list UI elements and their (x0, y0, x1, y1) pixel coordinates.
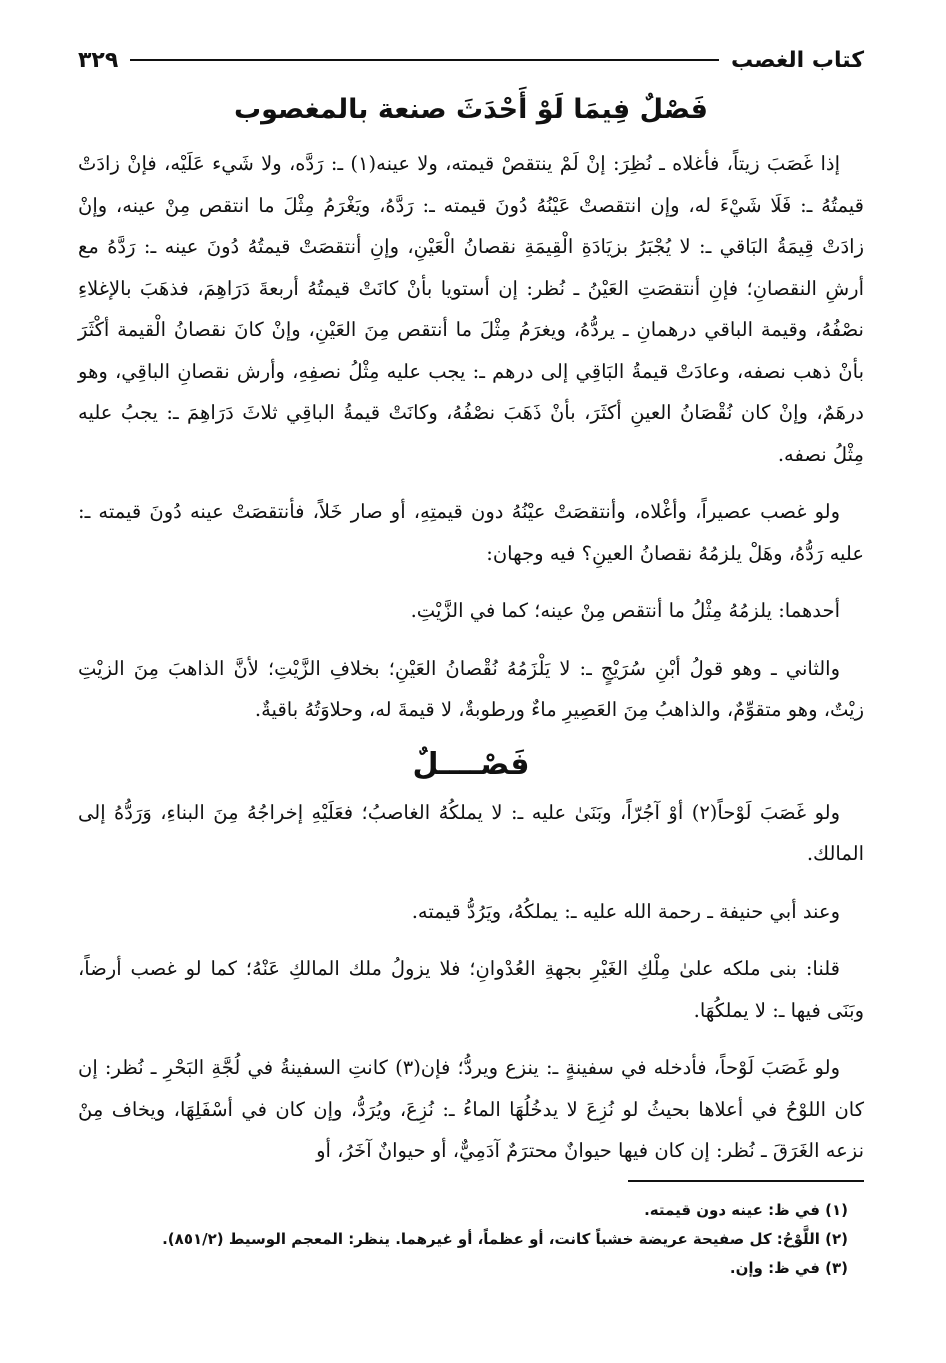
paragraph: ولو غَصَبَ لَوْحاً، فأدخله في سفينةٍ ـ: ينزع ويردُّ؛ فإن(٣) كانتِ السفينةُ في لُجَّةِ البَحْرِ ـ نُظر: إن كان اللوْحُ في أعلاها بحيثُ لو نُزِعَ لا يدخُلُهَا الماءُ ـ: نُزِعَ، ويُرَدُّ، وإن كان في أسْفَلِهَا، ويخاف مِنْ نزعه الغَرَقَ ـ نُظر: إن كان فيها حيوانٌ محترَمٌ آدَمِيٌّ، أو حيوانٌ آخَرُ، أو (78, 1056, 864, 1162)
paragraph: ولو غصب عصيراً، وأغْلاه، وأنتقصَتْ عيْنُهُ دون قيمتِهِ، أو صار خَلاً، فأنتقصَتْ عينه دُونَ قيمته ـ: عليه رَدُّهُ، وهَلْ يلزمُهُ نقصانُ العينِ؟ فيه وجهان: (78, 500, 864, 565)
paragraph: أحدهما: يلزمُهُ مِثْلُ ما أنتقص مِنْ عينه؛ كما في الزَّيْتِ. (410, 599, 840, 622)
footnote: (١) في ظ: عينه دون قيمته. (644, 1201, 848, 1219)
footnote: (٣) في ظ: وإن. (729, 1259, 848, 1277)
paragraph: قلنا: بنى ملكه علىٰ مِلْكِ الغَيْرِ بجهةِ العُدْوانِ؛ فلا يزولُ ملك المالكِ عَنْهُ؛ كما لو غصب أرضاً، وبَنَى فيها ـ: لا يملكُهَا. (78, 957, 864, 1022)
footnotes-block (78, 1180, 864, 1283)
running-head-book-title: كتاب الغصب (731, 47, 864, 73)
paragraph: إذا غَصَبَ زيتاً، فأغلاه ـ نُظِرَ: إنْ لَمْ ينتقصْ قيمته، ولا عينه(١) ـ: رَدَّه، ولا شَيء عَلَيْه، فإنْ زادَتْ قيمتُهُ ـ: فَلَا شَيْءَ له، وإن انتقصتْ عَيْنُهُ دُونَ قيمته ـ: رَدَّهُ، ويَغْرَمُ مِثْلَ ما انتقص مِنْ عينه، وإنْ زادَتْ قِيمَةُ البَاقي ـ: لا يُجْبَرُ بزيَادَةِ الْقِيمَةِ نقصانُ الْعَيْنِ، وإنِ أنتقصَتْ قيمتُهُ دُونَ عينه ـ: رَدَّهُ مع أرشِ النقصانِ؛ فإنِ أنتقصَتِ العَيْنُ ـ نُظر: إن أستويا بأنْ كانَتْ قيمتُهُ أربعةَ دَرَاهِمَ، فذهَبَ بالإغلاءِ نصْفُهُ، وقيمة الباقي درهمانِ ـ يردُّهُ، ويغرَمُ مِثْلَ ما أنتقص مِنَ العَيْنِ، وإنْ كانَ نقصانُ الْقيمة أكْثَرَ بأنْ ذهب نصفه، وعادَتْ قيمةُ البَاقِي إلى درهم ـ: يجب عليه مِثْلُ نصفِهِ، وأرش نقصانِ الباقِي، وهو درهَمٌ، وإنْ كان نُقْصَانُ العينِ أكثَرَ، بأنْ ذَهَبَ نصْفُهُ، وكانَتْ قيمةُ الباقِي ثلاثَ دَرَاهِمَ ـ: يجبُ عليه مِثْلُ نصفه. (78, 152, 864, 466)
paragraph: والثاني ـ وهو قولُ أبْنِ سُرَيْجٍ ـ: لا يَلْزَمُهُ نُقْصانُ العَيْنِ؛ بخلافِ الزَّيْتِ؛ لأنَّ الذاهبَ مِنَ الزيْتِ زيْتٌ، وهو متقوِّمٌ، والذاهبُ مِنَ العَصِيرِ ماءٌ ورطوبةٌ، لا قيمةَ له، وحلاوَتُهُ باقيةٌ. (78, 656, 864, 721)
footnote-rule (628, 1180, 864, 1182)
paragraph: ولو غَصَبَ لَوْحاً(٢) أوْ آجُرّاً، وبَنَىٰ عليه ـ: لا يملكُهُ الغاصبُ؛ فعَلَيْهِ إخراجُهُ مِنَ البناءِ، وَرَدُّهُ إلى المالك. (78, 800, 864, 865)
body-block-1 (78, 143, 864, 731)
footnotes (78, 1196, 864, 1283)
page-header (78, 40, 864, 80)
paragraph: وعند أبي حنيفة ـ رحمة الله عليه ـ: يملكُهُ، ويَرُدُّ قيمته. (411, 899, 840, 923)
sub-heading: فَصْــــلٌ (412, 746, 530, 782)
page-number: ٣٢٩ (78, 47, 119, 73)
section-title: فَصْلٌ فِيمَا لَوْ أَحْدَثَ صنعة بالمغصوب (234, 94, 708, 125)
body-block-2 (78, 792, 864, 1172)
footnote: (٢) اللَّوْحُ: كل صفيحة عريضة خشباً كانت، أو عظماً، أو غيرهما. ينظر: المعجم الوسيط (٨٥١/٢). (162, 1230, 848, 1248)
header-rule (130, 59, 719, 61)
